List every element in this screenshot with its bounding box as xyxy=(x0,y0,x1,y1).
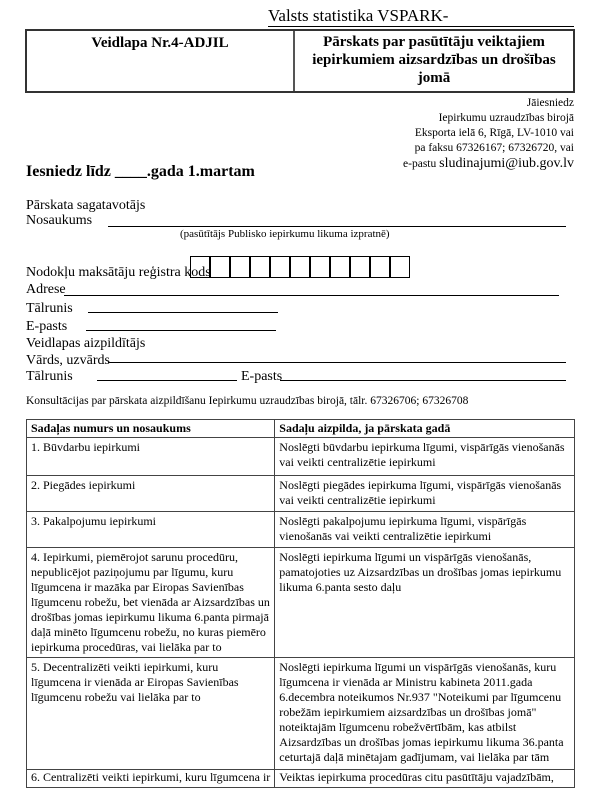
section-condition: Noslēgti būvdarbu iepirkuma līgumi, vispārīgās vienošanās vai veikti centralizētie iepirkumi xyxy=(275,438,575,476)
submit-line: Jāiesniedz xyxy=(526,97,574,109)
name-field[interactable] xyxy=(108,226,566,227)
email2-label: E-pasts xyxy=(241,369,283,384)
section-condition: Veiktas iepirkuma procedūras citu pasūtītāju vajadzībām, xyxy=(275,770,575,788)
table-header-row xyxy=(27,420,575,438)
statistics-code: Valsts statistika VSPARK- xyxy=(268,6,574,27)
email2-field[interactable] xyxy=(280,380,566,381)
table-row xyxy=(27,438,575,476)
tax-code-digit-box[interactable] xyxy=(330,256,350,278)
tax-code-digit-box[interactable] xyxy=(310,256,330,278)
name-note: (pasūtītājs Publisko iepirkumu likuma izpratnē) xyxy=(180,228,390,240)
phone-field[interactable] xyxy=(88,312,278,313)
section-condition: Noslēgti piegādes iepirkuma līgumi, vispārīgās vienošanās vai veikti centralizētie iepirkumi xyxy=(275,476,575,512)
section-condition: Noslēgti iepirkuma līgumi un vispārīgās vienošanās, pamatojoties uz Aizsardzības un drošības jomas iepirkumu likuma 6.panta sesto daļu xyxy=(275,548,575,658)
email-link[interactable]: sludinajumi@iub.gov.lv xyxy=(439,156,574,171)
email-field[interactable] xyxy=(86,330,276,331)
email-label: E-pasts xyxy=(26,319,68,334)
header-box xyxy=(25,29,575,93)
table-row xyxy=(27,476,575,512)
submit-line: Iepirkumu uzraudzības birojā xyxy=(438,112,574,124)
table-row xyxy=(27,658,575,770)
tax-code-digit-box[interactable] xyxy=(390,256,410,278)
column-header: Sadaļas numurs un nosaukums xyxy=(27,420,275,438)
submit-line: pa faksu 67326167; 67326720, vai xyxy=(414,142,574,154)
full-name-field[interactable] xyxy=(108,362,566,363)
tax-code-digit-box[interactable] xyxy=(270,256,290,278)
column-header: Sadaļu aizpilda, ja pārskata gadā xyxy=(275,420,575,438)
form-number: Veidlapa Nr.4-ADJIL xyxy=(27,31,295,91)
deadline: Iesniedz līdz ____.gada 1.martam xyxy=(26,163,255,180)
tax-code-digit-box[interactable] xyxy=(370,256,390,278)
sections-table xyxy=(26,419,575,788)
phone2-field[interactable] xyxy=(97,380,237,381)
tax-code-digit-box[interactable] xyxy=(230,256,250,278)
section-name: 5. Decentralizēti veikti iepirkumi, kuru līgumcena ir vienāda ar Eiropas Savienības līgumcenu robežu vai lielāka par to xyxy=(27,658,275,770)
full-name-label: Vārds, uzvārds xyxy=(26,353,110,368)
section-name: 1. Būvdarbu iepirkumi xyxy=(27,438,275,476)
section-condition: Noslēgti iepirkuma līgumi un vispārīgās vienošanās, kuru līgumcena ir vienāda ar Ministru kabineta 2011.gada 6.decembra noteikumos Nr.937 "Noteikumi par līgumcenu robežām iepirkumiem aizsardzības un drošības jomā" noteiktajām līgumcenu robežvērtībām, kas atbilst Aizsardzības un drošības jomas iepirkumu likuma 36.panta ceturtajā daļā minētajam gadījumam, vai lielāka par tām xyxy=(275,658,575,770)
tax-code-digit-box[interactable] xyxy=(190,256,210,278)
table-row xyxy=(27,512,575,548)
section-name: 2. Piegādes iepirkumi xyxy=(27,476,275,512)
table-row xyxy=(27,548,575,658)
section-name: 6. Centralizēti veikti iepirkumi, kuru līgumcena ir xyxy=(27,770,275,788)
phone-label: Tālrunis xyxy=(26,301,73,316)
section-condition: Noslēgti pakalpojumu iepirkuma līgumi, vispārīgās vienošanās vai veikti centralizētie iepirkumi xyxy=(275,512,575,548)
tax-code-digit-box[interactable] xyxy=(210,256,230,278)
address-label: Adrese xyxy=(26,282,66,297)
preparer-heading: Pārskata sagatavotājs xyxy=(26,198,146,213)
tax-code-digit-box[interactable] xyxy=(350,256,370,278)
tax-code-digit-box[interactable] xyxy=(290,256,310,278)
phone2-label: Tālrunis xyxy=(26,369,73,384)
tax-code-digit-box[interactable] xyxy=(250,256,270,278)
form-title: Pārskats par pasūtītāju veiktajiem iepirkumiem aizsardzības un drošības jomā xyxy=(312,34,556,86)
section-name: 3. Pakalpojumu iepirkumi xyxy=(27,512,275,548)
consultation-info: Konsultācijas par pārskata aizpildīšanu Iepirkumu uzraudzības birojā, tālr. 67326706; 67326708 xyxy=(26,395,469,407)
address-field[interactable] xyxy=(64,295,559,296)
submit-line: Eksporta ielā 6, Rīgā, LV-1010 vai xyxy=(414,127,574,139)
section-name: 4. Iepirkumi, piemērojot sarunu procedūru, nepublicējot paziņojumu par līgumu, kuru līgumcena ir mazāka par Eiropas Savienības līgumcenu robežu, bet vienāda ar Aizsardzības un drošības jomas iepirkumu likuma 6.panta pirmajā daļā minēto līgumcenu robežu, no kuras piemēro iepirkuma procedūras, vai lielāka par to xyxy=(27,548,275,658)
submit-line: e-pastu xyxy=(403,158,437,170)
name-label: Nosaukums xyxy=(26,213,93,228)
filler-heading: Veidlapas aizpildītājs xyxy=(26,336,146,351)
submission-address xyxy=(403,96,574,172)
table-row xyxy=(27,770,575,788)
tax-code-label: Nodokļu maksātāju reģistra kods xyxy=(26,265,211,280)
